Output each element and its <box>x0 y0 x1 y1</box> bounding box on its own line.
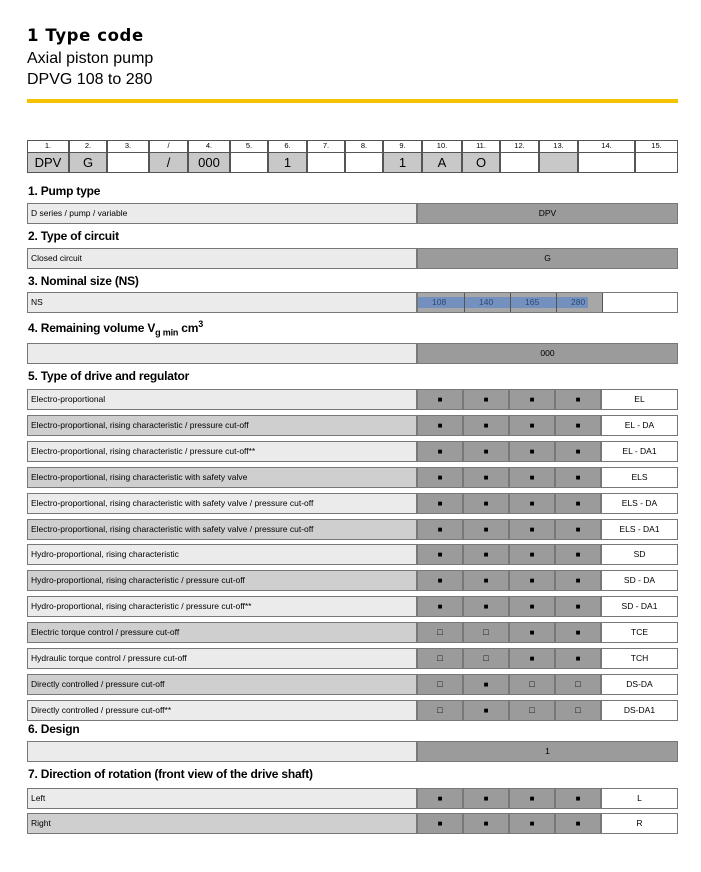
available-mark: ■ <box>555 467 601 488</box>
available-mark: ■ <box>417 415 463 436</box>
accent-divider <box>27 99 678 103</box>
type-code-position-value: G <box>69 152 107 173</box>
nominal-size-label: NS <box>27 292 417 313</box>
section-heading-remaining-volume <box>28 319 203 337</box>
remaining-volume-label <box>27 343 417 364</box>
not-available-mark: □ <box>509 674 555 695</box>
drive-regulator-row-label: Electro-proportional, rising characteristic with safety valve / pressure cut-off <box>27 493 417 514</box>
design-value: 1 <box>417 741 678 762</box>
type-code-grid <box>27 140 678 173</box>
not-available-mark: □ <box>417 674 463 695</box>
drive-regulator-code: ELS <box>601 467 678 488</box>
not-available-mark: □ <box>555 674 601 695</box>
remaining-volume-unit: cm <box>178 321 199 335</box>
available-mark: ■ <box>417 544 463 565</box>
type-code-position-value <box>345 152 383 173</box>
type-code-position-number: 11. <box>462 140 500 152</box>
type-code-position-value: O <box>462 152 500 173</box>
remaining-volume-value: 000 <box>417 343 678 364</box>
type-code-position-value <box>307 152 345 173</box>
drive-regulator-row-label: Electric torque control / pressure cut-off <box>27 622 417 643</box>
type-code-position-number: 5. <box>230 140 268 152</box>
available-mark: ■ <box>417 596 463 617</box>
available-mark: ■ <box>509 788 555 809</box>
drive-regulator-code: ELS - DA1 <box>601 519 678 540</box>
page-title: 1 Type code <box>27 26 144 45</box>
available-mark: ■ <box>555 622 601 643</box>
available-mark: ■ <box>509 415 555 436</box>
available-mark: ■ <box>417 467 463 488</box>
nominal-size-divider <box>464 293 465 312</box>
available-mark: ■ <box>463 415 509 436</box>
type-code-position-number: 3. <box>107 140 149 152</box>
drive-regulator-code: DS-DA <box>601 674 678 695</box>
nominal-size-165: 165 <box>525 297 540 307</box>
drive-regulator-row-label: Electro-proportional <box>27 389 417 410</box>
available-mark: ■ <box>463 674 509 695</box>
type-code-position-value <box>500 152 539 173</box>
type-code-position-value: 1 <box>268 152 307 173</box>
type-code-position-value <box>578 152 635 173</box>
available-mark: ■ <box>555 519 601 540</box>
type-code-position-number: 12. <box>500 140 539 152</box>
available-mark: ■ <box>417 493 463 514</box>
drive-regulator-code: EL - DA <box>601 415 678 436</box>
type-code-position-value <box>230 152 268 173</box>
available-mark: ■ <box>463 596 509 617</box>
design-label <box>27 741 417 762</box>
available-mark: ■ <box>417 570 463 591</box>
available-mark: ■ <box>555 596 601 617</box>
not-available-mark: □ <box>463 622 509 643</box>
nominal-size-divider <box>602 293 603 312</box>
drive-regulator-row-label: Hydraulic torque control / pressure cut-off <box>27 648 417 669</box>
drive-regulator-row-label: Electro-proportional, rising characteristic / pressure cut-off** <box>27 441 417 462</box>
available-mark: ■ <box>463 813 509 834</box>
available-mark: ■ <box>463 700 509 721</box>
type-code-position-number: 6. <box>268 140 307 152</box>
type-code-position-number: 13. <box>539 140 578 152</box>
available-mark: ■ <box>509 813 555 834</box>
available-mark: ■ <box>463 467 509 488</box>
drive-regulator-code: TCH <box>601 648 678 669</box>
available-mark: ■ <box>417 441 463 462</box>
available-mark: ■ <box>509 648 555 669</box>
available-mark: ■ <box>509 389 555 410</box>
not-available-mark: □ <box>417 622 463 643</box>
product-name: Axial piston pump <box>27 50 154 67</box>
available-mark: ■ <box>509 519 555 540</box>
type-code-position-number: 14. <box>578 140 635 152</box>
not-available-mark: □ <box>417 648 463 669</box>
available-mark: ■ <box>555 415 601 436</box>
drive-regulator-row-label: Directly controlled / pressure cut-off** <box>27 700 417 721</box>
product-range: DPVG 108 to 280 <box>27 71 153 88</box>
remaining-volume-superscript: 3 <box>198 319 204 329</box>
type-code-position-value: / <box>149 152 188 173</box>
available-mark: ■ <box>555 570 601 591</box>
available-mark: ■ <box>417 389 463 410</box>
type-code-position-value: 000 <box>188 152 230 173</box>
circuit-value: G <box>417 248 678 269</box>
available-mark: ■ <box>509 467 555 488</box>
type-code-position-number: 8. <box>345 140 383 152</box>
nominal-size-280: 280 <box>571 297 586 307</box>
nominal-size-108: 108 <box>432 297 447 307</box>
available-mark: ■ <box>555 544 601 565</box>
available-mark: ■ <box>509 544 555 565</box>
type-code-position-value: 1 <box>383 152 422 173</box>
type-code-position-value <box>107 152 149 173</box>
drive-regulator-row-label: Electro-proportional, rising characteristic / pressure cut-off <box>27 415 417 436</box>
available-mark: ■ <box>417 519 463 540</box>
type-code-position-number: 2. <box>69 140 107 152</box>
drive-regulator-row-label: Hydro-proportional, rising characteristic <box>27 544 417 565</box>
nominal-size-divider <box>556 293 557 312</box>
section-heading-design: 6. Design <box>28 722 80 736</box>
drive-regulator-row-label: Directly controlled / pressure cut-off <box>27 674 417 695</box>
not-available-mark: □ <box>463 648 509 669</box>
nominal-size-140: 140 <box>479 297 494 307</box>
type-code-position-value: DPV <box>27 152 69 173</box>
type-code-position-value <box>635 152 678 173</box>
available-mark: ■ <box>463 788 509 809</box>
pump-type-value: DPV <box>417 203 678 224</box>
drive-regulator-row-label: Hydro-proportional, rising characteristic / pressure cut-off** <box>27 596 417 617</box>
not-available-mark: □ <box>555 700 601 721</box>
type-code-position-number: 4. <box>188 140 230 152</box>
drive-regulator-code: SD <box>601 544 678 565</box>
section-heading-nominal-size: 3. Nominal size (NS) <box>28 274 139 288</box>
available-mark: ■ <box>509 622 555 643</box>
circuit-label: Closed circuit <box>27 248 417 269</box>
available-mark: ■ <box>463 570 509 591</box>
available-mark: ■ <box>555 813 601 834</box>
section-heading-pump-type: 1. Pump type <box>28 184 101 198</box>
drive-regulator-code: TCE <box>601 622 678 643</box>
drive-regulator-code: SD - DA <box>601 570 678 591</box>
pump-type-label: D series / pump / variable <box>27 203 417 224</box>
rotation-row-label: Left <box>27 788 417 809</box>
drive-regulator-code: DS-DA1 <box>601 700 678 721</box>
available-mark: ■ <box>555 648 601 669</box>
nominal-size-divider <box>510 293 511 312</box>
drive-regulator-code: EL - DA1 <box>601 441 678 462</box>
available-mark: ■ <box>509 570 555 591</box>
drive-regulator-row-label: Electro-proportional, rising characteristic with safety valve <box>27 467 417 488</box>
available-mark: ■ <box>463 544 509 565</box>
type-code-position-number: / <box>149 140 188 152</box>
available-mark: ■ <box>509 441 555 462</box>
available-mark: ■ <box>463 519 509 540</box>
available-mark: ■ <box>555 389 601 410</box>
remaining-volume-heading-text: 4. Remaining volume V <box>28 321 156 335</box>
available-mark: ■ <box>555 788 601 809</box>
drive-regulator-row-label: Electro-proportional, rising characteristic with safety valve / pressure cut-off <box>27 519 417 540</box>
drive-regulator-row-label: Hydro-proportional, rising characteristic / pressure cut-off <box>27 570 417 591</box>
type-code-position-number: 10. <box>422 140 462 152</box>
available-mark: ■ <box>463 441 509 462</box>
not-available-mark: □ <box>417 700 463 721</box>
available-mark: ■ <box>555 493 601 514</box>
nominal-size-options <box>417 292 678 313</box>
drive-regulator-code: SD - DA1 <box>601 596 678 617</box>
remaining-volume-subscript: g min <box>155 327 179 338</box>
rotation-code: L <box>601 788 678 809</box>
available-mark: ■ <box>417 813 463 834</box>
available-mark: ■ <box>509 596 555 617</box>
section-heading-drive-regulator: 5. Type of drive and regulator <box>28 369 190 383</box>
available-mark: ■ <box>555 441 601 462</box>
type-code-position-value <box>539 152 578 173</box>
section-heading-rotation: 7. Direction of rotation (front view of the drive shaft) <box>28 767 313 781</box>
type-code-position-number: 15. <box>635 140 678 152</box>
available-mark: ■ <box>463 389 509 410</box>
type-code-position-number: 7. <box>307 140 345 152</box>
type-code-position-number: 9. <box>383 140 422 152</box>
not-available-mark: □ <box>509 700 555 721</box>
section-heading-circuit: 2. Type of circuit <box>28 229 119 243</box>
rotation-code: R <box>601 813 678 834</box>
available-mark: ■ <box>509 493 555 514</box>
rotation-row-label: Right <box>27 813 417 834</box>
available-mark: ■ <box>417 788 463 809</box>
type-code-position-number: 1. <box>27 140 69 152</box>
type-code-position-value: A <box>422 152 462 173</box>
drive-regulator-code: EL <box>601 389 678 410</box>
drive-regulator-code: ELS - DA <box>601 493 678 514</box>
available-mark: ■ <box>463 493 509 514</box>
